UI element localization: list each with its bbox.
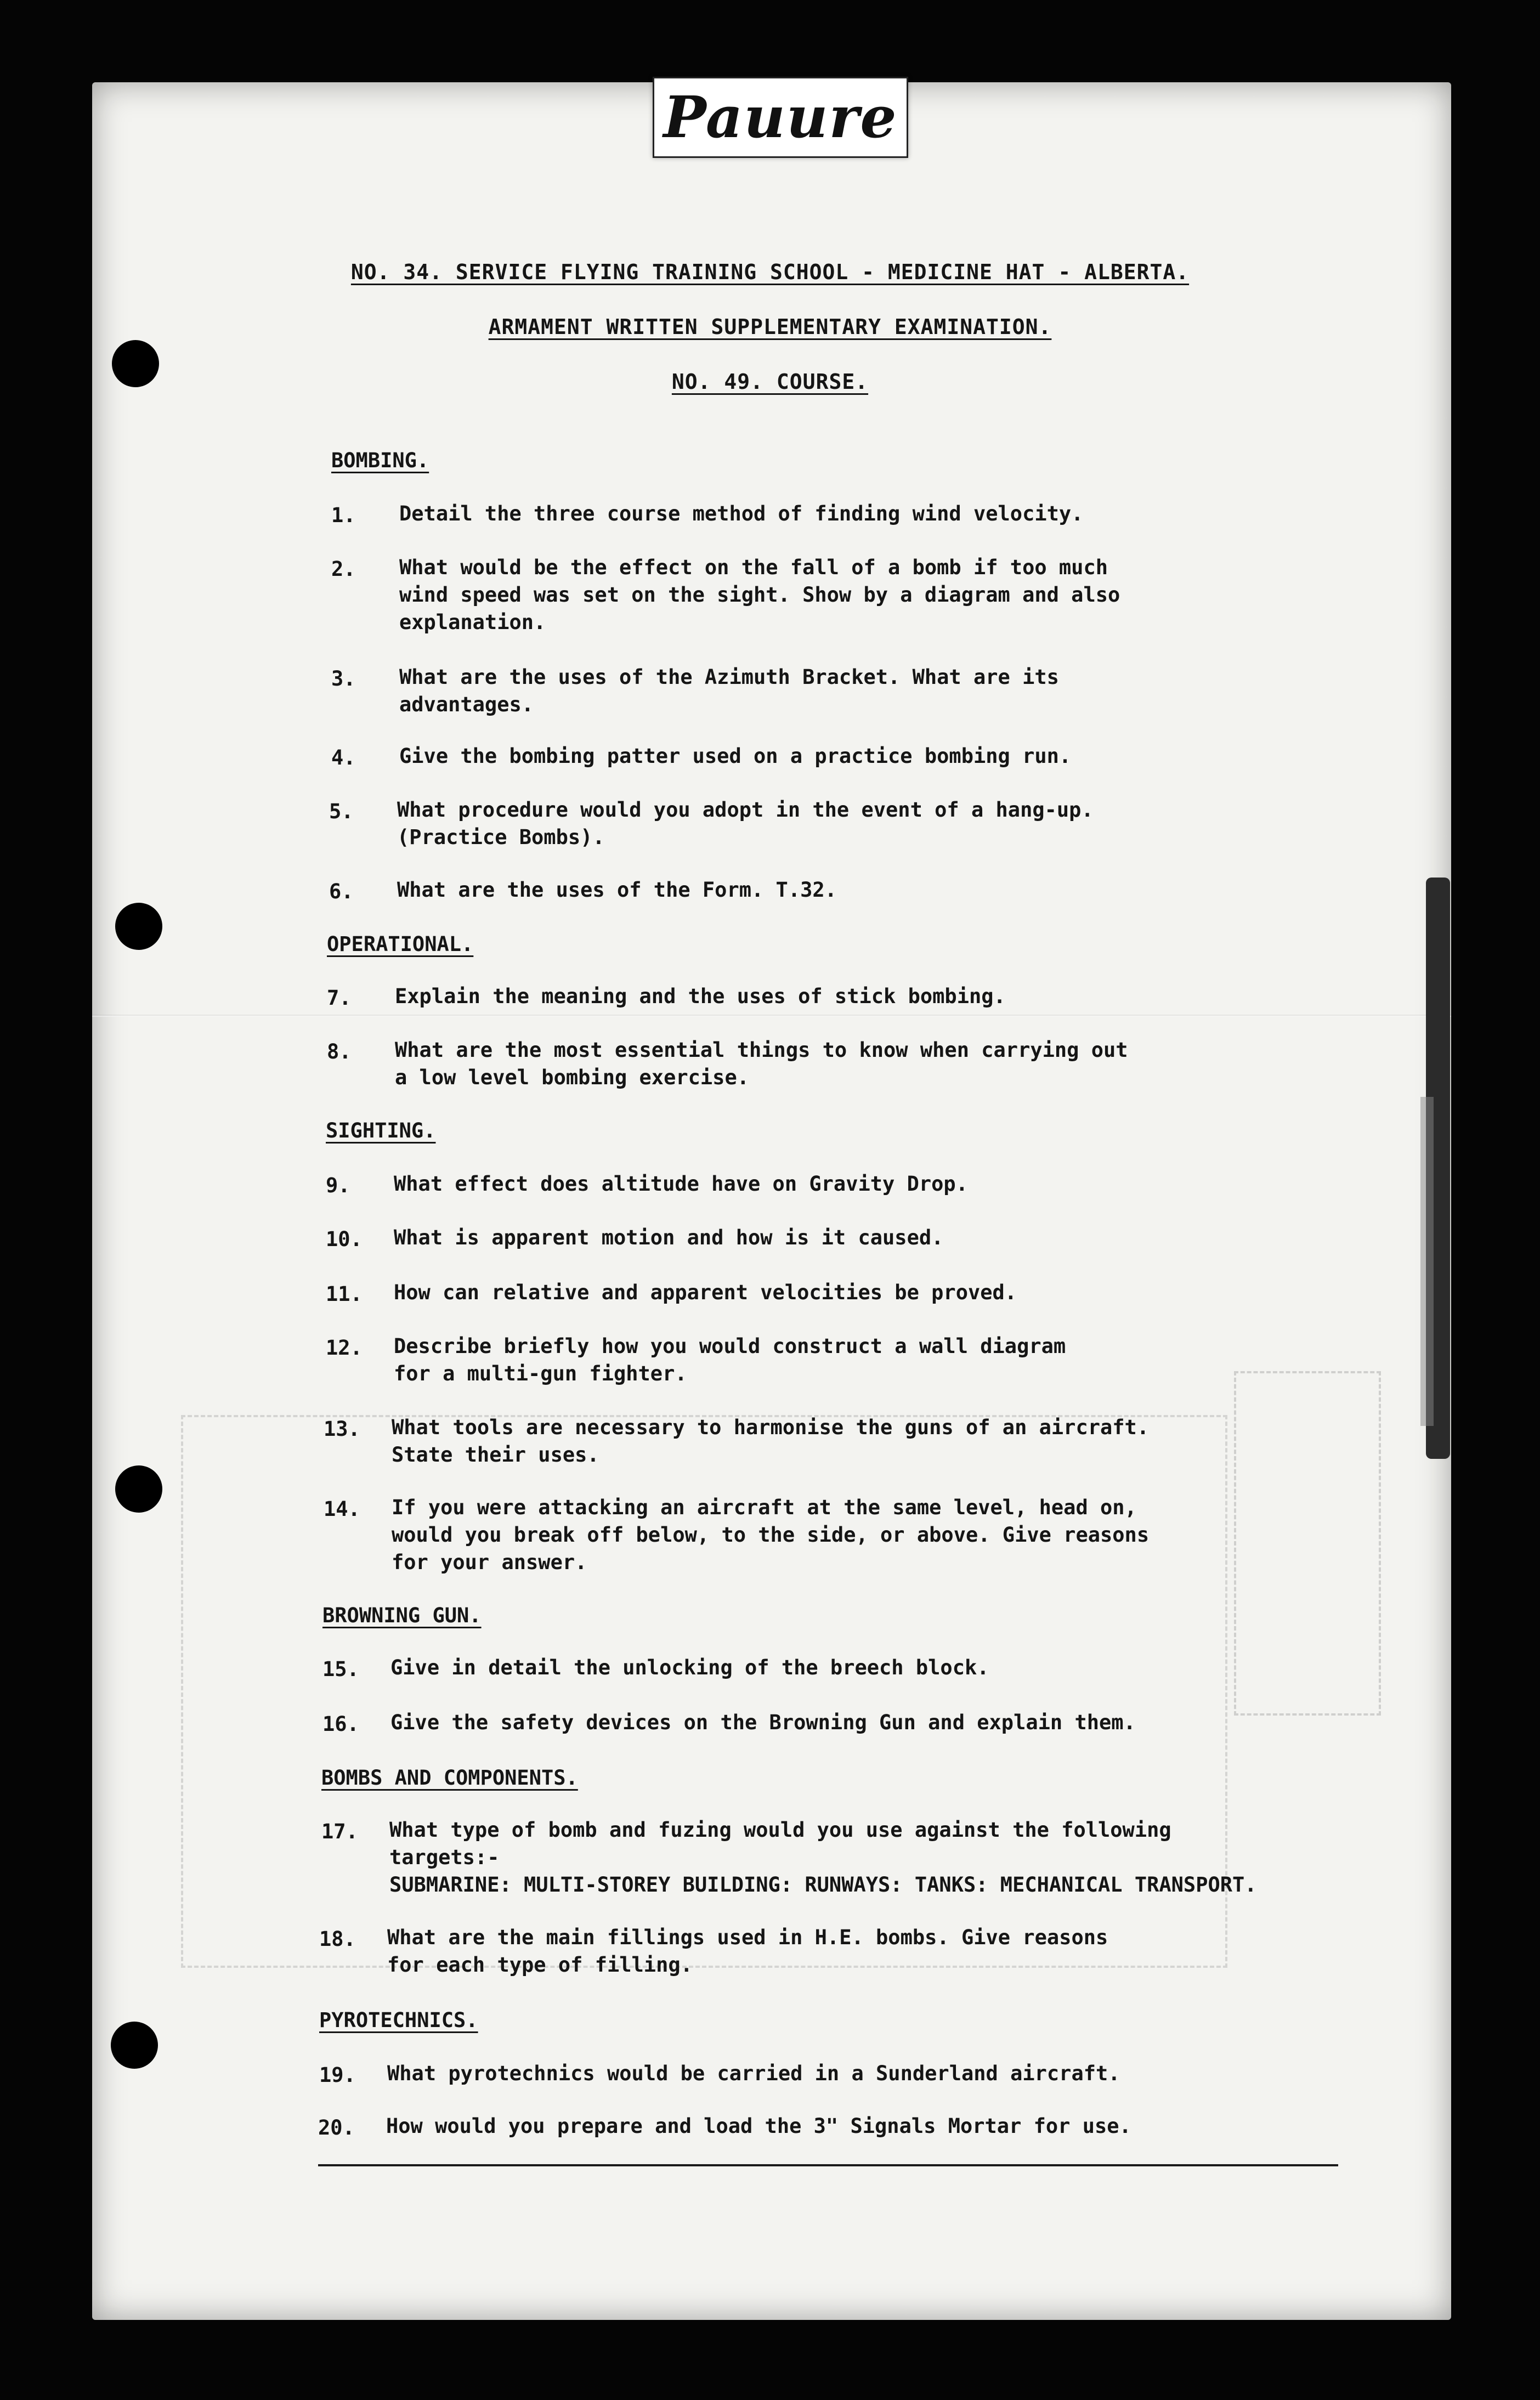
question-text: What pyrotechnics would be carried in a Sunderland aircraft. xyxy=(387,2062,1120,2085)
section-browning-gun: BROWNING GUN. xyxy=(322,1604,482,1627)
section-operational: OPERATIONAL. xyxy=(327,932,474,956)
question-text: What is apparent motion and how is it caused. xyxy=(394,1226,944,1249)
question-number: 4. xyxy=(331,746,356,769)
header-course: NO. 49. COURSE. xyxy=(671,370,869,394)
question-number: 5. xyxy=(329,800,354,823)
question-text: What are the main fillings used in H.E. bombs. Give reasons for each type of filling. xyxy=(387,1926,1108,1977)
question-text: Detail the three course method of finding wind velocity. xyxy=(399,502,1084,525)
question-text: What are the uses of the Form. T.32. xyxy=(397,878,837,902)
question-number: 2. xyxy=(331,557,356,581)
question-number: 19. xyxy=(319,2063,356,2087)
header-school: NO. 34. SERVICE FLYING TRAINING SCHOOL - MEDICINE HAT - ALBERTA. xyxy=(350,260,1190,284)
question-text: What would be the effect on the fall of a bomb if too much wind speed was set on the sight. Show by a diagram and also explanation. xyxy=(399,556,1120,634)
question-number: 15. xyxy=(322,1657,359,1681)
punch-hole-2 xyxy=(115,903,162,950)
question-text: What effect does altitude have on Gravity Drop. xyxy=(394,1172,968,1196)
question-number: 10. xyxy=(326,1227,363,1251)
section-bombs-and-components: BOMBS AND COMPONENTS. xyxy=(321,1766,578,1790)
question-text: Describe briefly how you would construct a wall diagram for a multi-gun fighter. xyxy=(394,1334,1066,1385)
faded-side-stamp xyxy=(1234,1371,1381,1716)
question-text: What tools are necessary to harmonise the guns of an aircraft. State their uses. xyxy=(392,1416,1150,1467)
question-number: 18. xyxy=(319,1927,356,1951)
question-text: Give the bombing patter used on a practice bombing run. xyxy=(399,744,1072,768)
fold-crease xyxy=(92,1015,1451,1017)
question-number: 7. xyxy=(327,986,352,1010)
question-number: 9. xyxy=(326,1174,350,1197)
question-number: 20. xyxy=(318,2116,355,2139)
question-text: What are the uses of the Azimuth Bracket. What are its advantages. xyxy=(399,665,1059,716)
question-number: 3. xyxy=(331,667,356,690)
question-text: Give in detail the unlocking of the breech block. xyxy=(390,1656,989,1679)
bottom-rule xyxy=(318,2164,1338,2166)
question-number: 16. xyxy=(322,1712,359,1736)
punch-hole-3 xyxy=(115,1465,162,1513)
question-text: How would you prepare and load the 3" Signals Mortar for use. xyxy=(386,2114,1131,2138)
section-sighting: SIGHTING. xyxy=(326,1119,436,1142)
question-number: 8. xyxy=(327,1040,352,1063)
question-number: 14. xyxy=(324,1497,360,1521)
question-number: 12. xyxy=(326,1336,363,1360)
question-number: 13. xyxy=(324,1417,360,1441)
question-number: 17. xyxy=(321,1820,358,1843)
question-number: 1. xyxy=(331,503,356,527)
question-text: Explain the meaning and the uses of stick bombing. xyxy=(395,984,1006,1008)
question-text: What procedure would you adopt in the event of a hang-up. (Practice Bombs). xyxy=(397,798,1094,849)
handwritten-name-label xyxy=(653,77,908,158)
question-text: How can relative and apparent velocities be proved. xyxy=(394,1281,1017,1304)
punch-hole-4 xyxy=(111,2022,158,2069)
header-exam-title: ARMAMENT WRITTEN SUPPLEMENTARY EXAMINATION. xyxy=(488,315,1052,339)
document-page xyxy=(92,82,1451,2320)
question-text: What type of bomb and fuzing would you use against the following targets:- SUBMARINE: MULTI-STOREY BUILDING: RUNWAYS: TANKS: MECHANICAL TRANSPORT. xyxy=(389,1818,1257,1897)
section-pyrotechnics: PYROTECHNICS. xyxy=(319,2008,478,2032)
question-text: What are the most essential things to know when carrying out a low level bombing exercise. xyxy=(395,1038,1128,1089)
question-text: If you were attacking an aircraft at the same level, head on, would you break off below, to the side, or above. Give reasons for your answer. xyxy=(392,1496,1150,1574)
question-number: 6. xyxy=(329,880,354,903)
label-name-text: Pauure xyxy=(663,83,898,151)
section-bombing: BOMBING. xyxy=(331,449,429,472)
page-edge-shadow xyxy=(1420,1097,1434,1426)
question-text: Give the safety devices on the Browning Gun and explain them. xyxy=(390,1711,1136,1734)
question-number: 11. xyxy=(326,1282,363,1306)
